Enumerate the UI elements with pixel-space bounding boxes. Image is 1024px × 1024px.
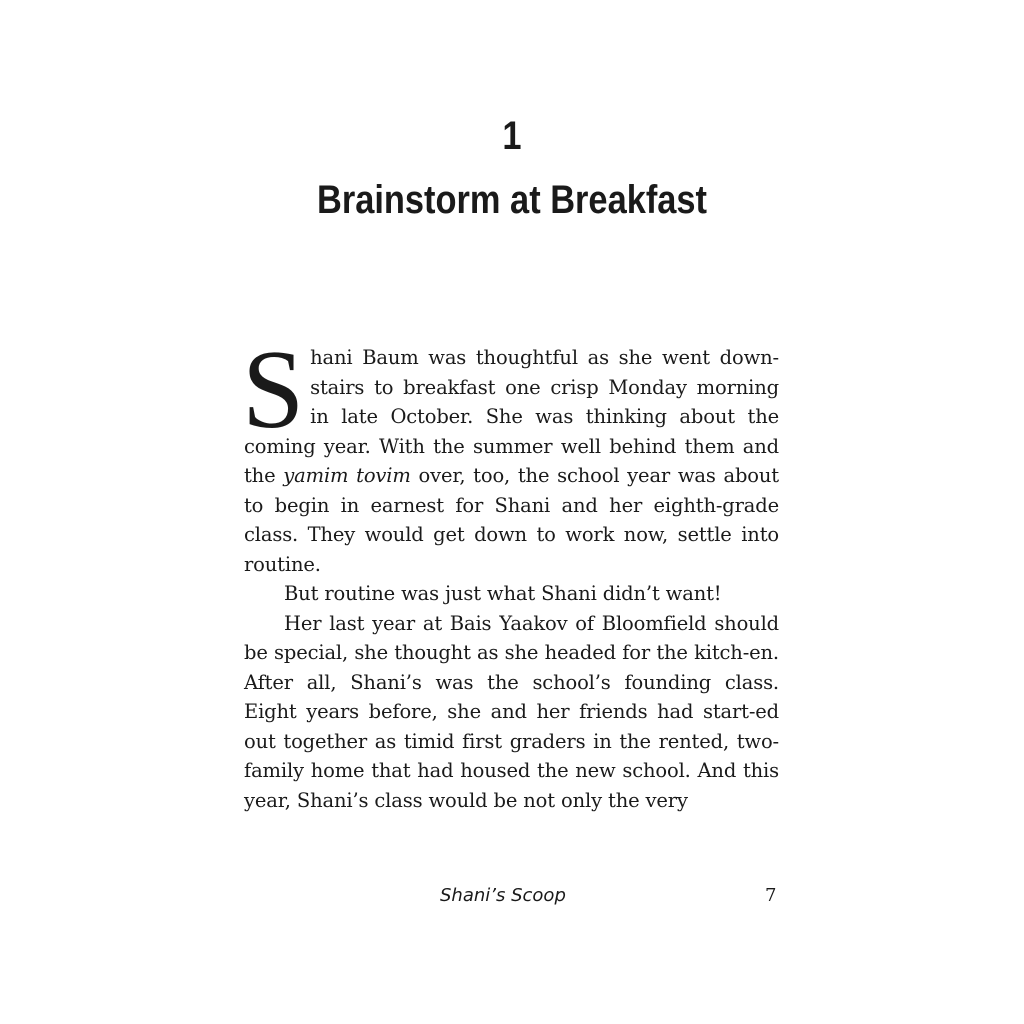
chapter-title: Brainstorm at Breakfast: [316, 178, 708, 222]
body-text: [242, 328, 779, 815]
paragraph-1-text-b: over, too, the school year was about to begin in earnest for Shani and her eighth-grade class. They would get down to work now, settle into routine.: [244, 464, 779, 576]
paragraph-3: Her last year at Bais Yaakov of Bloomfield should be special, she thought as she headed for the kitch-en. After all, Shani’s was the school’s founding class. Eight years before, she and her friends had start-ed out together as timid first graders in the rented, two-family home that had housed the new school. And this year, Shani’s class would be not only the very: [244, 611, 779, 812]
paragraph-1-italic: yamim tovim: [283, 464, 411, 487]
paragraph-2: But routine was just what Shani didn’t want!: [284, 582, 722, 605]
paragraph-1-text-a: hani Baum was thoughtful as she went down-stairs to breakfast one crisp Monday morning in late October. She was thinking about the coming year. With the summer well behind them and the: [244, 346, 779, 487]
drop-cap: S: [242, 328, 305, 452]
running-title: Shani’s Scoop: [440, 885, 566, 906]
paragraph-1: [242, 328, 779, 579]
page-number: 7: [765, 885, 777, 906]
chapter-number: 1: [502, 114, 522, 158]
